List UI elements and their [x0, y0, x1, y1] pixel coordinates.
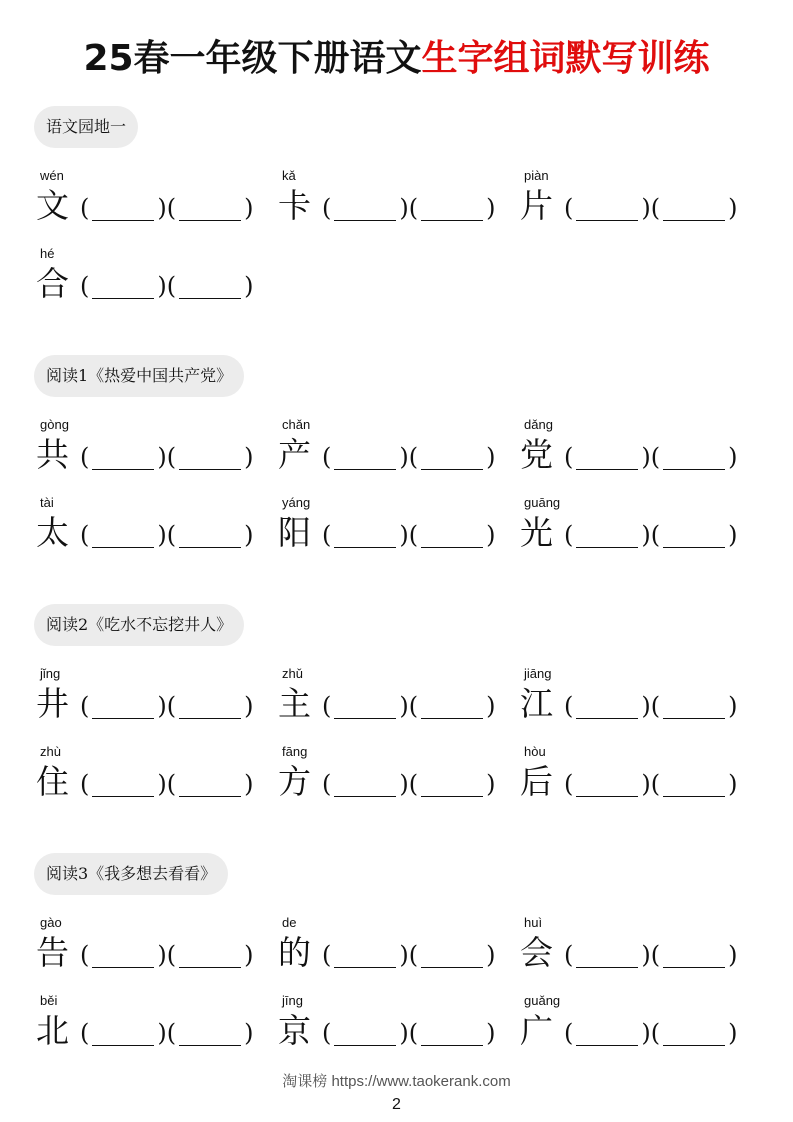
paren-close: )	[486, 443, 496, 471]
answer-blank[interactable]	[576, 517, 638, 548]
paren-open: (	[408, 194, 419, 222]
word-blanks	[80, 439, 254, 475]
answer-blank[interactable]	[421, 688, 483, 719]
pinyin-label: fāng	[282, 744, 308, 759]
paren-open: (	[408, 521, 419, 549]
word-blanks	[80, 517, 254, 553]
paren-open: (	[80, 1019, 90, 1047]
paren-close: )	[728, 521, 738, 549]
paren-open: (	[166, 272, 177, 300]
word-blanks	[80, 688, 254, 724]
pinyin-label: guǎng	[524, 993, 561, 1008]
answer-blank[interactable]	[421, 190, 483, 221]
answer-blank[interactable]	[179, 268, 241, 299]
hanzi-character: 江	[520, 684, 553, 723]
paren-open: (	[322, 692, 332, 720]
paren-open: (	[650, 443, 661, 471]
answer-blank[interactable]	[576, 688, 638, 719]
pinyin-label: tài	[40, 495, 54, 510]
hanzi-character: 产	[278, 435, 311, 474]
answer-blank[interactable]	[421, 766, 483, 797]
paren-close: )	[486, 521, 496, 549]
word-blanks	[80, 190, 254, 226]
word-blanks	[564, 190, 738, 226]
title-red-part: 生字组词默写训练	[421, 38, 710, 79]
paren-close: )	[157, 521, 167, 549]
pinyin-label: dǎng	[524, 417, 553, 432]
paren-open: (	[166, 770, 177, 798]
hanzi-character: 的	[278, 933, 311, 972]
paren-close: )	[641, 521, 651, 549]
paren-close: )	[728, 443, 738, 471]
word-blanks	[322, 190, 496, 226]
answer-blank[interactable]	[92, 1015, 154, 1046]
hanzi-character: 井	[36, 684, 69, 723]
answer-blank[interactable]	[421, 1015, 483, 1046]
pinyin-label: běi	[40, 993, 58, 1008]
pinyin-label: zhǔ	[282, 666, 303, 681]
pinyin-label: wén	[40, 168, 64, 183]
answer-blank[interactable]	[421, 517, 483, 548]
hanzi-character: 共	[36, 435, 69, 474]
answer-blank[interactable]	[92, 688, 154, 719]
answer-blank[interactable]	[179, 688, 241, 719]
paren-close: )	[641, 770, 651, 798]
answer-blank[interactable]	[663, 517, 725, 548]
paren-open: (	[166, 194, 177, 222]
paren-close: )	[486, 941, 496, 969]
paren-close: )	[244, 1019, 254, 1047]
paren-close: )	[399, 1019, 409, 1047]
title-black-part: 25春一年级下册语文	[83, 38, 422, 79]
word-blanks	[322, 688, 496, 724]
hanzi-character: 方	[278, 762, 311, 801]
paren-open: (	[80, 692, 90, 720]
paren-open: (	[166, 1019, 177, 1047]
word-blanks	[564, 766, 738, 802]
answer-blank[interactable]	[663, 688, 725, 719]
paren-close: )	[399, 692, 409, 720]
page-number: 2	[392, 1096, 401, 1113]
section-tag: 阅读2《吃水不忘挖井人》	[34, 604, 244, 646]
word-blanks	[564, 439, 738, 475]
paren-close: )	[486, 194, 496, 222]
answer-blank[interactable]	[334, 190, 396, 221]
answer-blank[interactable]	[663, 937, 725, 968]
character-row	[0, 417, 793, 487]
answer-blank[interactable]	[334, 439, 396, 470]
paren-close: )	[728, 692, 738, 720]
section-tag: 语文园地一	[34, 106, 138, 148]
answer-blank[interactable]	[179, 937, 241, 968]
paren-open: (	[408, 443, 419, 471]
pinyin-label: kǎ	[282, 168, 296, 183]
paren-open: (	[322, 770, 332, 798]
paren-open: (	[650, 770, 661, 798]
paren-close: )	[728, 941, 738, 969]
word-blanks	[564, 1015, 738, 1051]
paren-close: )	[244, 443, 254, 471]
paren-open: (	[80, 770, 90, 798]
paren-close: )	[157, 194, 167, 222]
word-blanks	[564, 688, 738, 724]
paren-close: )	[399, 194, 409, 222]
paren-close: )	[244, 521, 254, 549]
answer-blank[interactable]	[663, 766, 725, 797]
paren-open: (	[80, 272, 90, 300]
paren-open: (	[166, 521, 177, 549]
answer-blank[interactable]	[663, 190, 725, 221]
paren-open: (	[166, 443, 177, 471]
paren-close: )	[399, 443, 409, 471]
paren-open: (	[564, 941, 574, 969]
paren-open: (	[80, 194, 90, 222]
answer-blank[interactable]	[334, 688, 396, 719]
character-row	[0, 915, 793, 985]
word-blanks	[322, 1015, 496, 1051]
paren-close: )	[641, 692, 651, 720]
paren-open: (	[564, 443, 574, 471]
section-tag: 阅读1《热爱中国共产党》	[34, 355, 244, 397]
paren-close: )	[244, 692, 254, 720]
paren-open: (	[322, 941, 332, 969]
paren-open: (	[564, 521, 574, 549]
paren-close: )	[399, 521, 409, 549]
pinyin-label: jǐng	[40, 666, 61, 681]
word-blanks	[80, 937, 254, 973]
page-title	[0, 30, 793, 81]
answer-blank[interactable]	[576, 439, 638, 470]
hanzi-character: 后	[520, 762, 553, 801]
word-blanks	[564, 517, 738, 553]
paren-close: )	[641, 194, 651, 222]
hanzi-character: 卡	[278, 186, 311, 225]
hanzi-character: 主	[278, 684, 311, 723]
word-blanks	[322, 517, 496, 553]
paren-close: )	[728, 194, 738, 222]
answer-blank[interactable]	[421, 439, 483, 470]
paren-open: (	[564, 692, 574, 720]
answer-blank[interactable]	[334, 937, 396, 968]
answer-blank[interactable]	[576, 937, 638, 968]
hanzi-character: 会	[520, 933, 553, 972]
paren-close: )	[157, 692, 167, 720]
paren-close: )	[244, 272, 254, 300]
paren-open: (	[564, 1019, 574, 1047]
paren-open: (	[408, 770, 419, 798]
pinyin-label: huì	[524, 915, 543, 930]
paren-close: )	[244, 941, 254, 969]
character-row	[0, 495, 793, 565]
hanzi-character: 告	[36, 933, 69, 972]
word-blanks	[322, 766, 496, 802]
hanzi-character: 合	[36, 264, 69, 303]
paren-open: (	[322, 1019, 332, 1047]
paren-open: (	[80, 941, 90, 969]
paren-close: )	[728, 1019, 738, 1047]
character-row	[0, 168, 793, 238]
hanzi-character: 广	[520, 1011, 553, 1050]
paren-close: )	[486, 770, 496, 798]
paren-open: (	[80, 521, 90, 549]
paren-close: )	[244, 194, 254, 222]
paren-close: )	[486, 1019, 496, 1047]
word-blanks	[80, 1015, 254, 1051]
answer-blank[interactable]	[92, 439, 154, 470]
paren-open: (	[166, 692, 177, 720]
paren-close: )	[399, 770, 409, 798]
word-blanks	[80, 766, 254, 802]
paren-close: )	[157, 1019, 167, 1047]
answer-blank[interactable]	[179, 766, 241, 797]
answer-blank[interactable]	[334, 766, 396, 797]
pinyin-label: yáng	[282, 495, 311, 510]
pinyin-label: de	[282, 915, 297, 930]
answer-blank[interactable]	[92, 517, 154, 548]
paren-open: (	[408, 1019, 419, 1047]
hanzi-character: 太	[36, 513, 69, 552]
paren-open: (	[564, 770, 574, 798]
pinyin-label: zhù	[40, 744, 61, 759]
paren-close: )	[157, 770, 167, 798]
paren-close: )	[157, 443, 167, 471]
answer-blank[interactable]	[576, 1015, 638, 1046]
answer-blank[interactable]	[663, 439, 725, 470]
answer-blank[interactable]	[92, 190, 154, 221]
paren-close: )	[641, 941, 651, 969]
paren-open: (	[408, 692, 419, 720]
paren-close: )	[244, 770, 254, 798]
character-row	[0, 993, 793, 1063]
pinyin-label: hòu	[524, 744, 546, 759]
paren-open: (	[650, 194, 661, 222]
pinyin-label: jīng	[282, 993, 303, 1008]
footer-watermark: 淘课榜 https://www.taokerank.com	[282, 1073, 511, 1090]
paren-open: (	[650, 1019, 661, 1047]
pinyin-label: jiāng	[524, 666, 552, 681]
hanzi-character: 光	[520, 513, 553, 552]
paren-open: (	[166, 941, 177, 969]
answer-blank[interactable]	[576, 190, 638, 221]
pinyin-label: chǎn	[282, 417, 311, 432]
paren-close: )	[157, 272, 167, 300]
paren-close: )	[486, 692, 496, 720]
paren-open: (	[650, 692, 661, 720]
answer-blank[interactable]	[179, 1015, 241, 1046]
paren-open: (	[650, 941, 661, 969]
word-blanks	[322, 439, 496, 475]
answer-blank[interactable]	[576, 766, 638, 797]
hanzi-character: 党	[520, 435, 553, 474]
pinyin-label: guāng	[524, 495, 561, 510]
pinyin-label: gòng	[40, 417, 69, 432]
paren-open: (	[322, 194, 332, 222]
hanzi-character: 文	[36, 186, 69, 225]
section-tag: 阅读3《我多想去看看》	[34, 853, 228, 895]
answer-blank[interactable]	[179, 439, 241, 470]
paren-close: )	[641, 1019, 651, 1047]
paren-open: (	[322, 443, 332, 471]
answer-blank[interactable]	[92, 268, 154, 299]
word-blanks	[322, 937, 496, 973]
hanzi-character: 京	[278, 1011, 311, 1050]
hanzi-character: 片	[520, 186, 553, 225]
answer-blank[interactable]	[179, 190, 241, 221]
answer-blank[interactable]	[92, 766, 154, 797]
character-row	[0, 246, 793, 316]
character-row	[0, 666, 793, 736]
paren-close: )	[641, 443, 651, 471]
hanzi-character: 北	[36, 1011, 69, 1050]
word-blanks	[564, 937, 738, 973]
hanzi-character: 住	[36, 762, 69, 801]
paren-open: (	[408, 941, 419, 969]
answer-blank[interactable]	[663, 1015, 725, 1046]
answer-blank[interactable]	[92, 937, 154, 968]
paren-close: )	[728, 770, 738, 798]
word-blanks	[80, 268, 254, 304]
pinyin-label: gào	[40, 915, 62, 930]
paren-close: )	[399, 941, 409, 969]
paren-close: )	[157, 941, 167, 969]
hanzi-character: 阳	[278, 513, 311, 552]
answer-blank[interactable]	[334, 517, 396, 548]
answer-blank[interactable]	[179, 517, 241, 548]
paren-open: (	[564, 194, 574, 222]
pinyin-label: piàn	[524, 168, 549, 183]
paren-open: (	[650, 521, 661, 549]
pinyin-label: hé	[40, 246, 55, 261]
character-row	[0, 744, 793, 814]
answer-blank[interactable]	[334, 1015, 396, 1046]
paren-open: (	[80, 443, 90, 471]
answer-blank[interactable]	[421, 937, 483, 968]
paren-open: (	[322, 521, 332, 549]
